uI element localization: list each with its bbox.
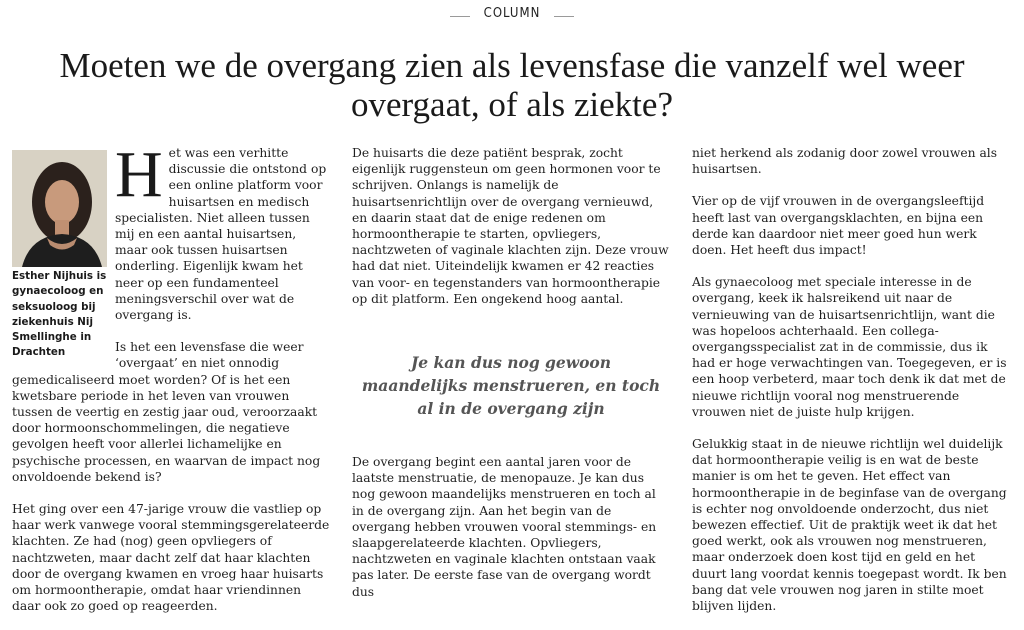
paragraph: niet herkend als zodanig door zowel vrouwen als huisartsen. (692, 146, 998, 177)
paragraph-text: et was een verhitte discussie die ontstond op een online platform voor huisartsen en medisch specialisten. Niet alleen tussen mij en een aantal huisartsen, maar ook tussen huisartsen onderling. Eigenlijk kwam het neer op een fundamenteel meningsverschil over wat de overgang is. (115, 146, 327, 323)
paragraph: Is het een levensfase die weer ‘overgaat’ en niet onnodig gemedicaliseerd moet worden? Of is het een kwetsbare periode in het leven van vrouwen tussen de veertig en zestig jaar oud, veroorzaakt door hormoonschommelingen, die negatieve gevolgen heeft voor allerlei lichamelijke en psychische processen, en waarvan de impact nog onvoldoende bekend is? (12, 340, 321, 484)
paragraph: Als gynaecoloog met speciale interesse in de overgang, keek ik halsreikend uit naar de vernieuwing van de huisartsenrichtlijn, want die was hopeloos achterhaald. Een collega-overgangsspecialist zat in de commissie, dus ik had er hoge verwachtingen van. Toegegeven, er is een hoop verbeterd, maar toch denk ik dat met de nieuwe richtlijn vooral nog menstruerende vrouwen niet de juiste hulp krijgen. (692, 275, 1007, 419)
paragraph: Het ging over een 47-jarige vrouw die vastliep op haar werk vanwege vooral stemmingsgerelateerde klachten. Ze had (nog) geen opvliegers of nachtzweten, maar dacht zelf dat haar klachten door de overgang kwamen en vroeg haar huisarts om hormoontherapie, omdat haar vriendinnen daar ook zo goed op reageerden. (12, 502, 330, 614)
pull-quote: Je kan dus nog gewoon maandelijks menstrueren, en toch al in de overgang zijn (361, 353, 661, 419)
paragraph: De overgang begint een aantal jaren voor de laatste menstruatie, de menopauze. Je kan dus nog gewoon maandelijks menstrueren en toch al in de overgang zijn. Aan het begin van de overgang hebben vrouwen vooral stemmings- en slaapgerelateerde klachten. Opvliegers, nachtzweten en vaginale klachten ontstaan vaak pas later. De eerste fase van de overgang wordt dus (352, 455, 657, 599)
paragraph: Vier op de vijf vrouwen in de overgangsleeftijd heeft last van overgangsklachten, en bijna een derde kan daardoor niet meer goed hun werk doen. Het heeft dus impact! (692, 194, 985, 258)
paragraph: Gelukkig staat in de nieuwe richtlijn wel duidelijk dat hormoontherapie veilig is en wat de beste manier is om het te geven. Het effect van hormoontherapie in de beginfase van de overgang is echter nog onvoldoende onderzocht, dus niet bewezen effectief. Uit de praktijk weet ik dat het goed werkt, ook als vrouwen nog menstrueren, maar onderzoek doen kost tijd en geld en het duurt lang voordat kennis toegepast wordt. Ik ben bang dat vele vrouwen nog jaren in stilte moet blijven lijden. (692, 437, 1007, 614)
author-block (12, 150, 107, 361)
kicker-rule-right (554, 16, 574, 17)
author-portrait-icon (12, 150, 107, 267)
author-photo (12, 150, 107, 267)
drop-cap: H (115, 138, 163, 211)
headline: Moeten we de overgang zien als levensfase die vanzelf wel weer overgaat, of als ziekte? (59, 46, 965, 124)
paragraph: De huisarts die deze patiënt besprak, zocht eigenlijk ruggensteun om geen hormonen voor te schrijven. Onlangs is namelijk de huisartsenrichtlijn over de overgang vernieuwd, en daarin staat dat de enige redenen om hormoontherapie te starten, opvliegers, nachtzweten of vaginale klachten zijn. Deze vrouw had dat niet. Uiteindelijk kwamen er 42 reacties van voor- en tegenstanders van hormoontherapie op dit platform. Een ongekend hoog aantal. (352, 146, 669, 306)
section-label: COLUMN (483, 6, 541, 21)
article-column-3 (692, 145, 1010, 630)
article-column-2 (352, 145, 670, 616)
article-column-1 (12, 138, 332, 630)
author-caption: Esther Nijhuis is gynaecoloog en seksuoloog bij ziekenhuis Nij Smellinghe in Drachten (12, 270, 107, 359)
